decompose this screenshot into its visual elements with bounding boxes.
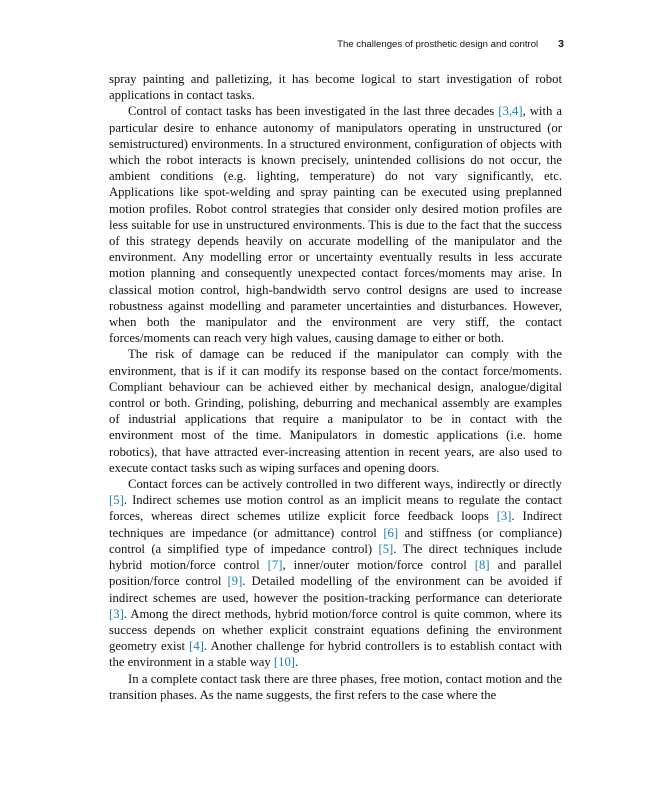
paragraph-text: In a complete contact task there are three phases, free motion, contact motion and the transition phases. As the name suggests, the first refers to the case where the <box>109 671 562 702</box>
citation-link[interactable]: [3] <box>109 606 124 621</box>
paragraph <box>109 346 562 476</box>
citation-link[interactable]: [8] <box>474 558 490 573</box>
paragraph-text: The risk of damage can be reduced if the manipulator can comply with the environment, that is if it can modify its response based on the contact force/moments. Compliant behaviour can be achieved either by mechanical design, analogue/digital control or both. Grinding, polishing, deburring and mechanical assembly are examples of industrial applications that require a manipulator to be in contact with the environment most of the time. Manipulators in domestic applications (i.e. home robotics), that have attracted ever-increasing attention in recent years, are also used to execute contact tasks such as wiping surfaces and opening doors. <box>109 347 562 475</box>
paragraph-text: Contact forces can be actively controlled in two different ways, indirectly or directly <box>128 477 562 492</box>
citation-link[interactable]: [5] <box>109 493 124 508</box>
page-number: 3 <box>558 38 564 50</box>
paragraph-text: . Indirect techniques are impedance (or admittance) control <box>109 509 562 540</box>
citation-link[interactable]: [4] <box>189 639 204 654</box>
citation-link[interactable]: [5] <box>378 541 394 556</box>
paragraph-text: spray painting and palletizing, it has become logical to start investigation of robot applications in contact tasks. <box>109 72 562 103</box>
citation-link[interactable]: [6] <box>383 525 399 540</box>
body-text <box>109 71 562 703</box>
paragraph-text: . Among the direct methods, hybrid motion/force control is quite common, where its success depends on whether explicit constraint equations defining the environment geometry exist <box>109 606 562 654</box>
paragraph-text: Control of contact tasks has been investigated in the last three decades <box>128 104 499 119</box>
paragraph-text: , inner/outer motion/force control <box>282 558 475 573</box>
citation-link[interactable]: [10] <box>273 655 296 670</box>
citation-link[interactable]: [7] <box>267 558 283 573</box>
running-header <box>110 38 564 50</box>
citation-link[interactable]: [3,4] <box>498 104 523 119</box>
paragraph-text: . The direct techniques include hybrid motion/force control <box>109 541 562 573</box>
paragraph <box>109 476 562 670</box>
paragraph <box>109 71 562 103</box>
paragraph <box>109 103 562 346</box>
paragraph <box>109 671 562 703</box>
paragraph-text: and parallel position/force control <box>109 558 562 589</box>
paragraph-text: . Indirect schemes use motion control as an implicit means to regulate the contact forces, whereas direct schemes utilize explicit force feedback loops <box>109 493 562 524</box>
paragraph-text: and stiffness (or compliance) control (a simplified type of impedance control) <box>109 525 563 556</box>
citation-link[interactable]: [3] <box>496 509 512 524</box>
paragraph-text: . Another challenge for hybrid controllers is to establish contact with the environment in a stable way <box>109 639 562 670</box>
citation-link[interactable]: [9] <box>227 574 243 589</box>
paragraph-text: . <box>295 655 299 670</box>
paragraph-text: , with a particular desire to enhance autonomy of manipulators operating in unstructured (or semistructured) environments. In a structured environment, configuration of objects with which the robot interacts is known precisely, unintended collisions do not occur, the ambient conditions (e.g. lighting, temperature) do not vary significantly, etc. Applications like spot-welding and spray painting can be executed using preplanned motion profiles. Robot control strategies that consider only desired motion profiles are less suitable for use in unstructured environments. This is due to the fact that the success of this strategy depends heavily on accurate modelling of the manipulator and the environment. Any modelling error or uncertainty eventually results in less accurate motion planning and consequently unexpected contact forces/moments may arise. In classical motion control, high-bandwidth servo control designs are used to increase robustness against modelling and parameter uncertainties and disturbances. However, when both the manipulator and the environment are very stiff, the contact forces/moments can reach very high values, causing damage to either or both. <box>109 104 562 346</box>
paragraph-text: . Detailed modelling of the environment can be avoided if indirect schemes are used, however the position-tracking performance can deteriorate <box>109 574 562 605</box>
running-title: The challenges of prosthetic design and control <box>337 39 539 50</box>
